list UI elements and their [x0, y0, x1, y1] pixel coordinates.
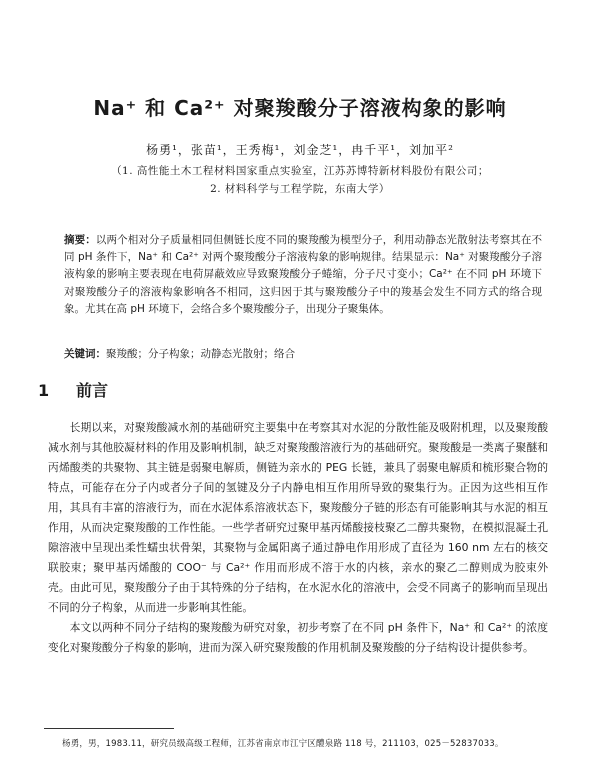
affiliation-2: 2. 材料科学与工程学院，东南大学）	[210, 183, 390, 195]
affiliation-1: （1. 高性能土木工程材料国家重点实验室，江苏苏博特新材料股份有限公司；	[111, 165, 489, 177]
section-heading	[38, 378, 108, 401]
paper-title: Na⁺ 和 Ca²⁺ 对聚羧酸分子溶液构象的影响	[93, 96, 507, 120]
keywords-label: 关键词：	[64, 348, 106, 360]
author-footnote: 杨勇，男，1983.11，研究员级高级工程师，江苏省南京市江宁区醴泉路 118 号，211103，025－52837033。	[62, 739, 504, 749]
author-list: 杨勇¹，张苗¹，王秀梅¹，刘金芝¹，冉千平¹，刘加平²	[146, 143, 454, 157]
body-text	[48, 418, 548, 658]
keywords-block	[64, 346, 542, 363]
abstract-block	[64, 232, 542, 318]
abstract-label: 摘要：	[64, 234, 96, 246]
footnote-divider	[44, 728, 174, 729]
paragraph-1: 长期以来，对聚羧酸减水剂的基础研究主要集中在考察其对水泥的分散性能及吸附机理，以及聚羧酸减水剂与其他胶凝材料的作用及影响机制，缺乏对聚羧酸溶液行为的基础研究。聚羧酸是一类离子聚醚和丙烯酸类的共聚物、其主链是弱聚电解质，侧链为亲水的 PEG 长链，兼具了弱聚电解质和梳形聚合物的特点，可能存在分子内或者分子间的氢键及分子内静电相互作用所导致的聚集行为。正因为这些相互作用，其具有丰富的溶液行为，而在水泥体系溶液状态下，聚羧酸分子链的形态有可能影响其与水泥的相互作用，从而决定聚羧酸的工作性能。一些学者研究过聚甲基丙烯酸接枝聚乙二醇共聚物，在模拟混凝土孔隙溶液中呈现出柔性蠕虫状骨架，其聚物与金属阳离子通过静电作用形成了直径为 160 nm 左右的核交联胶束；聚甲基丙烯酸的 COO⁻ 与 Ca²⁺ 作用而形成不溶于水的内核，亲水的聚乙二醇则成为胶束外壳。由此可见，聚羧酸分子由于其特殊的分子结构，在水泥水化的溶液中，会受不同离子的影响而呈现出不同的分子构象，从而进一步影响其性能。	[48, 421, 548, 614]
paragraph-2: 本文以两种不同分子结构的聚羧酸为研究对象，初步考察了在不同 pH 条件下，Na⁺ 和 Ca²⁺ 的浓度变化对聚羧酸分子构象的影响，进而为深入研究聚羧酸的作用机制及聚羧酸的分子结构设计提供参考。	[48, 621, 548, 654]
keywords-text: 聚羧酸；分子构象；动静态光散射；络合	[106, 348, 295, 360]
abstract-text: 以两个相对分子质量相同但侧链长度不同的聚羧酸为模型分子，利用动静态光散射法考察其在不同 pH 条件下，Na⁺ 和 Ca²⁺ 对两个聚羧酸分子溶液构象的影响规律。结果显示：Na⁺ 对聚羧酸分子溶液构象的影响主要表现在电荷屏蔽效应导致聚羧酸分子蜷缩，分子尺寸变小；Ca²⁺ 在不同 pH 环境下对聚羧酸分子的溶液构象影响各不相同，这归因于其与聚羧酸分子中的羧基会发生不同方式的络合现象。尤其在高 pH 环境下，会络合多个聚羧酸分子，出现分子聚集体。	[64, 234, 542, 315]
section-number: 1	[38, 381, 50, 400]
section-title: 前言	[76, 381, 109, 400]
